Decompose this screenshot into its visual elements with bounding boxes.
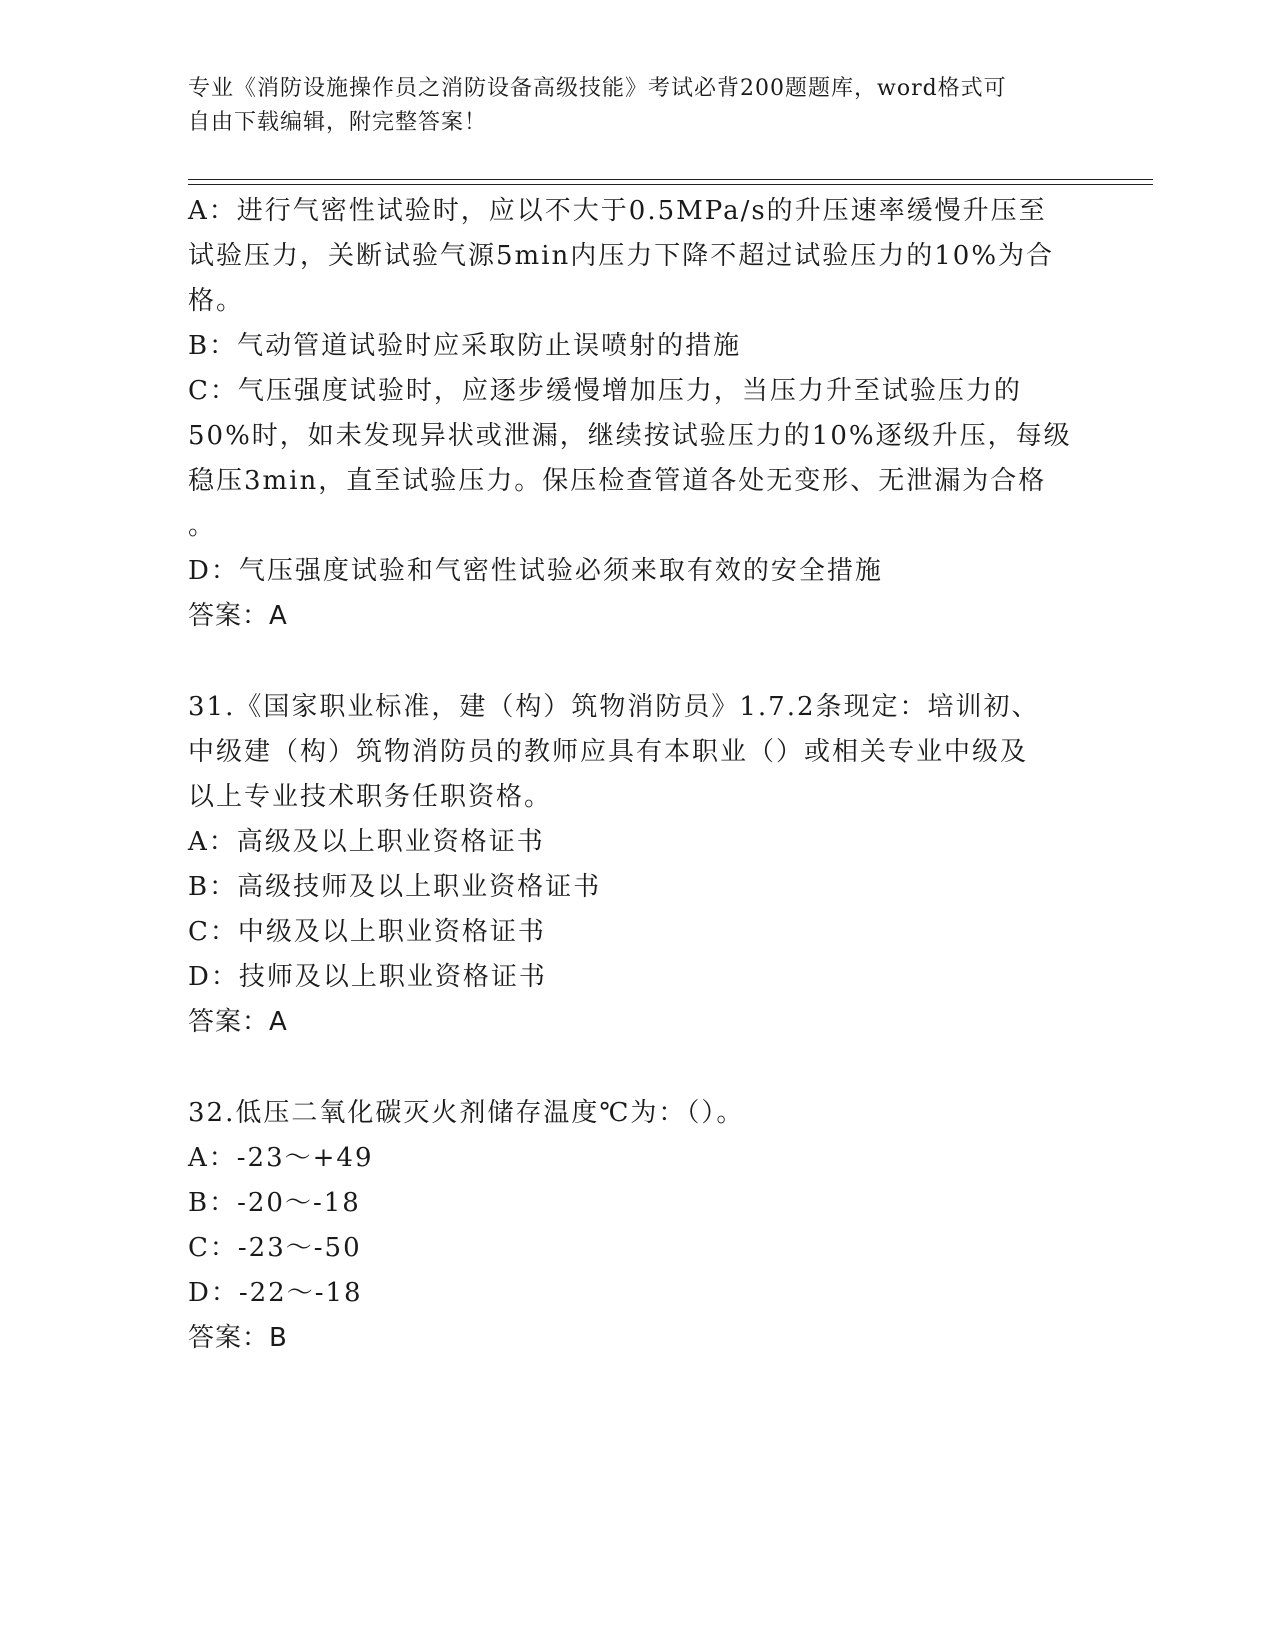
option-c-line-1: C：气压强度试验时，应逐步缓慢增加压力，当压力升至试验压力的 (188, 376, 1022, 406)
answer: 答案：A (188, 601, 288, 631)
option-a: A：高级及以上职业资格证书 (188, 827, 545, 857)
option-d: D：气压强度试验和气密性试验必须来取有效的安全措施 (188, 556, 883, 586)
option-c: C：-23～-50 (188, 1233, 362, 1263)
spacer (188, 639, 1078, 685)
option-d: D：技师及以上职业资格证书 (188, 962, 547, 992)
question-stem-line-3: 以上专业技术职务任职资格。 (188, 782, 553, 812)
answer: 答案：A (188, 1007, 288, 1037)
question-31 (188, 685, 1078, 1045)
option-b: B：高级技师及以上职业资格证书 (188, 872, 602, 902)
document-header (188, 72, 1068, 140)
header-divider-top (188, 179, 1153, 180)
option-c-line-4: 。 (188, 511, 217, 541)
header-divider-bottom (188, 184, 1153, 185)
option-c (188, 369, 1078, 549)
option-a-line-1: A：进行气密性试验时，应以不大于0.5MPa/s的升压速率缓慢升压至 (188, 196, 1047, 226)
option-d: D：-22～-18 (188, 1278, 363, 1308)
answer: 答案：B (188, 1323, 288, 1353)
option-a: A：-23～+49 (188, 1143, 374, 1173)
question-stem: 32.低压二氧化碳灭火剂储存温度℃为：（）。 (188, 1098, 745, 1128)
header-line-2: 自由下载编辑，附完整答案！ (188, 110, 488, 135)
option-c-line-2: 50%时，如未发现异状或泄漏，继续按试验压力的10%逐级升压，每级 (188, 421, 1072, 451)
option-c: C：中级及以上职业资格证书 (188, 917, 546, 947)
content (188, 189, 1078, 1361)
question-30-continued (188, 189, 1078, 639)
spacer (188, 1045, 1078, 1091)
question-stem-line-1: 31.《国家职业标准，建（构）筑物消防员》1.7.2条现定：培训初、 (188, 692, 1040, 722)
option-a-line-2: 试验压力，关断试验气源5min内压力下降不超过试验压力的10%为合 (188, 241, 1055, 271)
option-a-line-3: 格。 (188, 286, 245, 316)
option-a (188, 189, 1078, 324)
question-stem-line-2: 中级建（构）筑物消防员的教师应具有本职业（）或相关专业中级及 (188, 737, 1029, 767)
header-line-1: 专业《消防设施操作员之消防设备高级技能》考试必背200题题库，word格式可 (188, 76, 1007, 101)
option-c-line-3: 稳压3min，直至试验压力。保压检查管道各处无变形、无泄漏为合格 (188, 466, 1047, 496)
option-b: B：气动管道试验时应采取防止误喷射的措施 (188, 331, 742, 361)
option-b: B：-20～-18 (188, 1188, 361, 1218)
question-32 (188, 1091, 1078, 1361)
